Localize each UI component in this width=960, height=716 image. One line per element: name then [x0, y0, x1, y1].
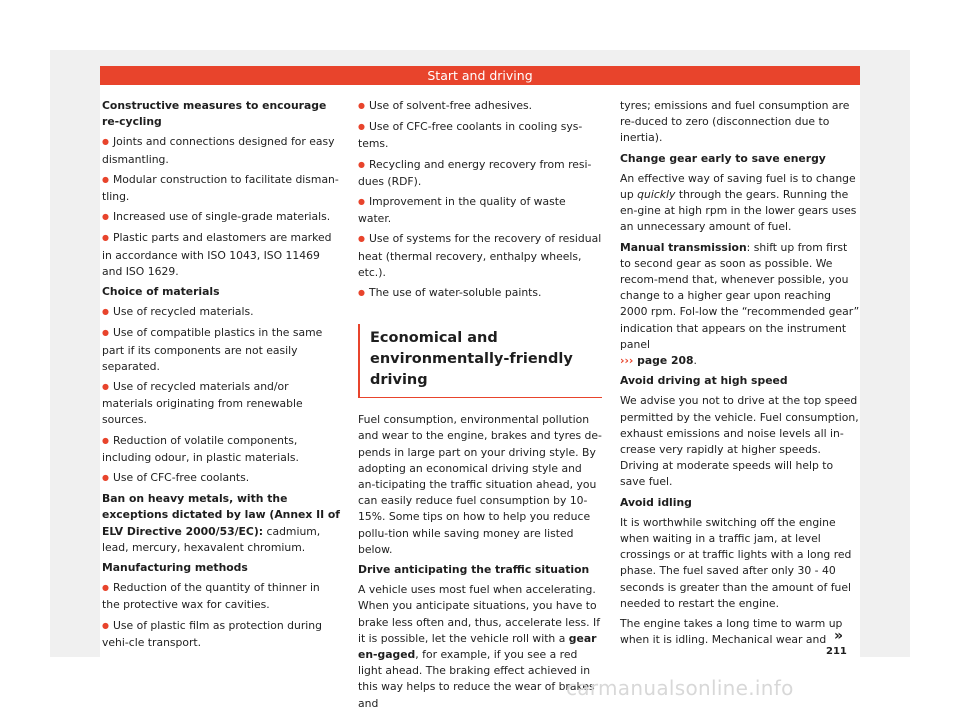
list-item: ● Modular construction to facilitate disman-tling.: [102, 172, 340, 205]
list-item: ● Use of recycled materials and/or materials originating from renewable sources.: [102, 379, 340, 429]
quickly-emphasis: quickly: [637, 188, 676, 202]
paragraph-continued: tyres; emissions and fuel consumption are re-duced to zero (disconnection due to inertia).: [620, 99, 850, 145]
paragraph-manual-transmission: [620, 240, 860, 370]
list-item: ● Improvement in the quality of waste water.: [358, 194, 602, 227]
list-item: ● Increased use of single-grade materials.: [102, 209, 340, 226]
heading-anticipate-traffic: Drive anticipating the traffic situation: [358, 563, 590, 577]
reference-arrows-icon: ›››: [620, 354, 634, 368]
paragraph-warm-up: The engine takes a long time to warm up when it is idling. Mechanical wear and: [620, 617, 843, 647]
anticipate-text-a: A vehicle uses most fuel when accelerating. When you anticipate situations, you have to brake less often and, thus, accelerate less. If it is possible, let the vehicle roll with a: [358, 583, 601, 645]
list-item: ● The use of water-soluble paints.: [358, 285, 602, 302]
heading-manufacturing-methods: Manufacturing methods: [102, 561, 248, 575]
column-1: [102, 98, 340, 655]
continue-icon: »: [834, 628, 844, 644]
paragraph-change-gear: [620, 171, 860, 236]
paragraph-idling: It is worthwhile switching off the engine when waiting in a traffic jam, at level crossings or at traffic lights with a long red phase. The fuel saved after only 30 - 40 seconds is greater than the amount of fuel needed to restart the engine.: [620, 515, 852, 610]
paragraph-intro: Fuel consumption, environmental pollution and wear to the engine, brakes and tyres de-pends in large part on your driving style. By adopting an economical driving style and an-ticipating the traffic situation ahead, you can easily reduce fuel consumption by 10-15%. Some tips on how to help you reduce pollu-tion while saving money are listed below.: [358, 413, 602, 556]
paragraph-heavy-metals: [102, 491, 340, 556]
page-number: 211: [826, 646, 847, 657]
heading-heavy-metals: Ban on heavy metals, with the exceptions dictated by law (Annex II of ELV Directive 2000/53/EC):: [102, 492, 341, 538]
list-item: ● Use of CFC-free coolants.: [102, 470, 340, 487]
change-gear-text-b: through the gears. Running the en-gine at high rpm in the lower gears uses an unnecessary amount of fuel.: [620, 188, 857, 234]
list-item: ● Reduction of volatile components, including odour, in plastic materials.: [102, 433, 340, 466]
manual-transmission-text: : shift up from first to second gear as soon as possible. We recom-mend that, whenever possible, you change to a higher gear upon reaching 2000 rpm. Fol-low the “recommended gear” indication that appears on the instrument panel: [620, 240, 860, 351]
list-item: ● Use of solvent-free adhesives.: [358, 98, 602, 115]
list-item: ● Use of recycled materials.: [102, 304, 340, 321]
anticipate-text-b: , for example, if you see a red light ahead. The braking effect achieved in this way helps to reduce the wear of brakes and: [358, 648, 595, 710]
heading-recycling-measures: Constructive measures to encourage re-cycling: [102, 99, 327, 129]
reference-page-text: page 208: [633, 354, 694, 368]
heading-avoid-idling: Avoid idling: [620, 495, 692, 509]
list-item: ● Use of plastic film as protection during vehi-cle transport.: [102, 618, 340, 651]
list-item: ● Use of systems for the recovery of residual heat (thermal recovery, enthalpy wheels, etc.).: [358, 231, 602, 281]
manual-transmission-label: Manual transmission: [620, 240, 747, 254]
list-item: ● Joints and connections designed for easy dismantling.: [102, 134, 340, 167]
heading-choice-of-materials: Choice of materials: [102, 285, 220, 299]
list-item: ● Use of compatible plastics in the same part if its components are not easily separated.: [102, 325, 340, 375]
column-2: [358, 98, 602, 716]
section-header-bar: [100, 66, 860, 85]
page-reference-link[interactable]: [620, 354, 693, 367]
section-title-economical-driving: Economical and environmentally-friendly driving: [358, 324, 602, 398]
paragraph-high-speed: We advise you not to drive at the top speed permitted by the vehicle. Fuel consumption, exhaust emissions and noise levels all in-crease very rapidly at higher speeds. Driving at moderate speeds will help to save fuel.: [620, 394, 859, 489]
gear-engaged-emphasis: gear en-gaged: [358, 631, 597, 662]
watermark-text: carmanualsonline.info: [566, 676, 794, 700]
heading-avoid-high-speed: Avoid driving at high speed: [620, 374, 788, 388]
list-item: ● Reduction of the quantity of thinner in the protective wax for cavities.: [102, 580, 340, 613]
heavy-metals-text: cadmium, lead, mercury, hexavalent chromium.: [102, 524, 321, 554]
column-3: [620, 98, 860, 653]
reference-period: .: [693, 354, 697, 368]
list-item: ● Recycling and energy recovery from resi-dues (RDF).: [358, 157, 602, 190]
section-header-title: Start and driving: [427, 68, 533, 83]
change-gear-text-a: An effective way of saving fuel is to change up: [620, 171, 856, 202]
heading-change-gear-early: Change gear early to save energy: [620, 151, 826, 165]
list-item: ● Plastic parts and elastomers are marked in accordance with ISO 1043, ISO 11469 and ISO 1629.: [102, 230, 340, 280]
list-item: ● Use of CFC-free coolants in cooling sys-tems.: [358, 119, 602, 152]
